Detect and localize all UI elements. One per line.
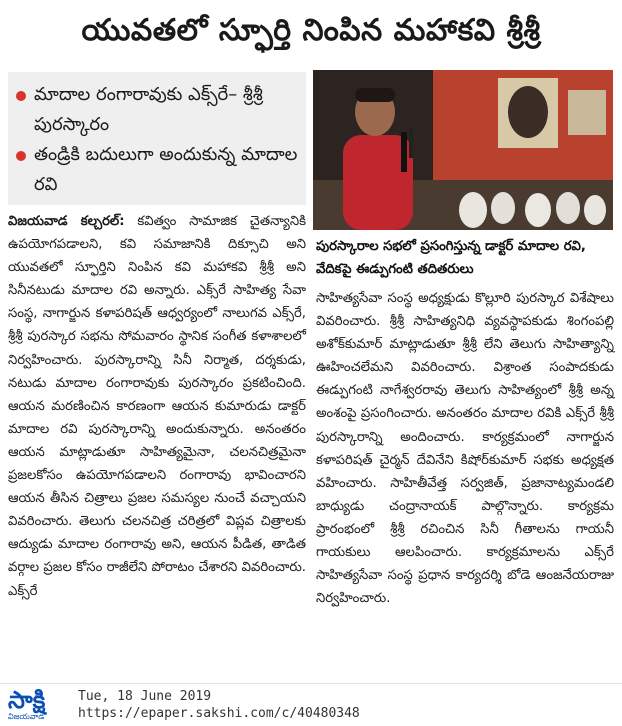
dateline: విజయవాడ కల్చరల్:: [8, 214, 125, 229]
logo-subtext: విజయవాడ: [8, 712, 45, 721]
publication-date: Tue, 18 June 2019: [78, 689, 212, 704]
highlight-text: మాదాల రంగారావుకు ఎక్స్‌రే– శ్రీశ్రీ పురస్కారం: [34, 84, 263, 135]
sakshi-logo: [8, 688, 68, 722]
epaper-url[interactable]: https://epaper.sakshi.com/c/40480348: [78, 706, 360, 721]
article-column-left: [8, 210, 306, 603]
bullet-dot-icon: [16, 91, 26, 101]
publication-meta: [78, 688, 360, 722]
bullet-dot-icon: [16, 151, 26, 161]
footer: [0, 683, 622, 726]
logo-text: సాక్షి: [8, 686, 46, 714]
highlight-item: [16, 80, 298, 140]
article-text: కవిత్వం సామాజిక చైతన్యానికి ఉపయోగపడాలని, కవి సమాజానికి దిక్సూచి అని యువతలో స్ఫూర్తిని నింపిన కవి మహాకవి శ్రీశ్రీ అని సినీనటుడు మాదాల రవి అన్నారు. ఎక్స్‌రే సాహిత్య సేవా సంస్థ, నాగార్జున కళాపరిషత్ ఆధ్వర్యంలో నాలుగవ ఎక్స్‌రే, శ్రీశ్రీ పురస్కార సభను సోమవారం స్థానిక సంగీత కళాశాలలో నిర్వహించారు. పురస్కారాన్ని సినీ నిర్మాత, దర్శకుడు, నటుడు మాదాల రంగారావుకు పురస్కారం ప్రకటించింది. ఆయన మరణించిన కారణంగా ఆయన కుమారుడు డాక్టర్ మాదాల రవి పురస్కారాన్ని అందుకున్నారు. అనంతరం ఆయన మాట్లాడుతూ సాహిత్యమైనా, చలనచిత్రమైనా ప్రజలకోసం ఉపయోగపడాలని రంగారావు భావించారని ఆయన తీసిన చిత్రాలు ప్రజల సమస్యల నుంచే వచ్చాయని వివరించారు. తెలుగు చలనచిత్ర చరిత్రలో విప్లవ చిత్రాలకు ఆద్యుడు మాదాల రంగారావు అని, ఆయన పీడిత, తాడిత వర్గాల ప్రజల కోసం రాజీలేని పోరాటం చేశారని వివరించారు. ఎక్స్‌రే: [8, 214, 306, 599]
article-text: సాహిత్యసేవా సంస్థ అధ్యక్షుడు కొల్లూరి పురస్కార విశేషాలు వివరించారు. శ్రీశ్రీ సాహిత్యనిధి వ్యవస్థాపకుడు శింగంపల్లి అశోక్‌కుమార్ మాట్లాడుతూ శ్రీశ్రీ లేని తెలుగు సాహిత్యాన్ని ఊహించలేమని వివరించారు. విశ్రాంత సంపాదకుడు ఈడ్పుగంటి నాగేశ్వరరావు తెలుగు సాహిత్యంలో శ్రీశ్రీ అన్న అంశంపై ప్రసంగించారు. అనంతరం మాదాల రవికి ఎక్స్‌రే శ్రీశ్రీ పురస్కారాన్ని అందించారు. కార్యక్రమంలో నాగార్జున కళాపరిషత్ చైర్మన్ దేవినేని కిషోర్‌కుమార్ సభకు అధ్యక్షత వహించారు. సాహితీవేత్త సర్వజిత్, ప్రజానాట్యమండలి బాధ్యుడు చంద్రానాయక్ పాల్గొన్నారు. కార్యక్రమ ప్రారంభంలో శ్రీశ్రీ రచించిన సినీ గీతాలను గాయనీ గాయకులు ఆలపించారు. కార్యక్రమాలను ఎక్స్‌రే సాహిత్యసేవా సంస్థ ప్రధాన కార్యదర్శి బోడె ఆంజనేయరాజు నిర్వహించారు.: [316, 291, 614, 607]
article-column-right: [316, 287, 614, 610]
highlights-box: [8, 72, 306, 205]
highlight-text: తండ్రికి బదులుగా అందుకున్న మాదాల రవి: [34, 144, 298, 195]
photo-caption: పురస్కారాల సభలో ప్రసంగిస్తున్న డాక్టర్ మాదాల రవి, వేదికపై ఈడ్పుగంటి తదితరులు: [316, 239, 586, 277]
highlight-item: [16, 140, 298, 200]
headline: యువతలో స్ఫూర్తి నింపిన మహాకవి శ్రీశ్రీ: [81, 13, 541, 48]
news-photo: [313, 70, 613, 230]
